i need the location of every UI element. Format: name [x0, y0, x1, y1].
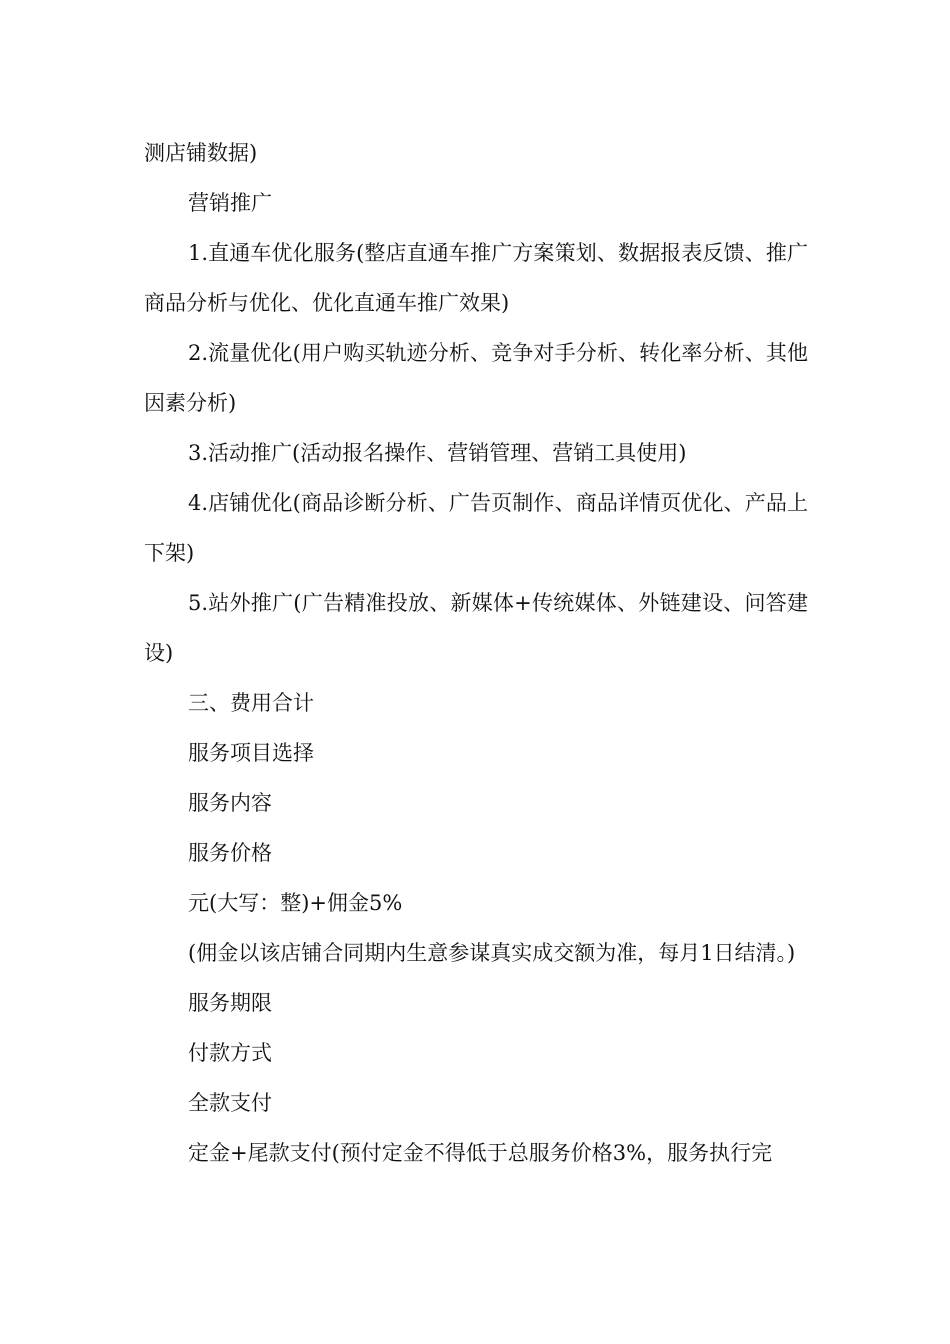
field-service-price: 服务价格	[188, 841, 272, 865]
list-item-1: 1.直通车优化服务(整店直通车推广方案策划、数据报表反馈、推广商品分析与优化、优化直通车推广效果)	[144, 241, 808, 315]
price-amount: 元(大写：整)+佣金5%	[188, 891, 403, 915]
list-item-5: 5.站外推广(广告精准投放、新媒体+传统媒体、外链建设、问答建设)	[144, 591, 808, 665]
list-item-3: 3.活动推广(活动报名操作、营销管理、营销工具使用)	[188, 441, 687, 465]
field-service-content: 服务内容	[188, 791, 272, 815]
payment-option-deposit: 定金+尾款支付(预付定金不得低于总服务价格3%，服务执行完	[188, 1141, 773, 1165]
section-heading-fees: 三、费用合计	[188, 691, 314, 715]
commission-note: (佣金以该店铺合同期内生意参谋真实成交额为准，每月1日结清。)	[188, 941, 796, 965]
field-service-selection: 服务项目选择	[188, 741, 314, 765]
payment-option-full: 全款支付	[188, 1091, 272, 1115]
list-item-2: 2.流量优化(用户购买轨迹分析、竞争对手分析、转化率分析、其他因素分析)	[144, 341, 808, 415]
field-service-term: 服务期限	[188, 991, 272, 1015]
list-item-4: 4.店铺优化(商品诊断分析、广告页制作、商品详情页优化、产品上下架)	[144, 491, 808, 565]
document-body	[144, 128, 808, 1178]
section-heading-marketing: 营销推广	[188, 191, 272, 215]
field-payment-method: 付款方式	[188, 1041, 272, 1065]
paragraph-continuation: 测店铺数据)	[144, 141, 258, 165]
